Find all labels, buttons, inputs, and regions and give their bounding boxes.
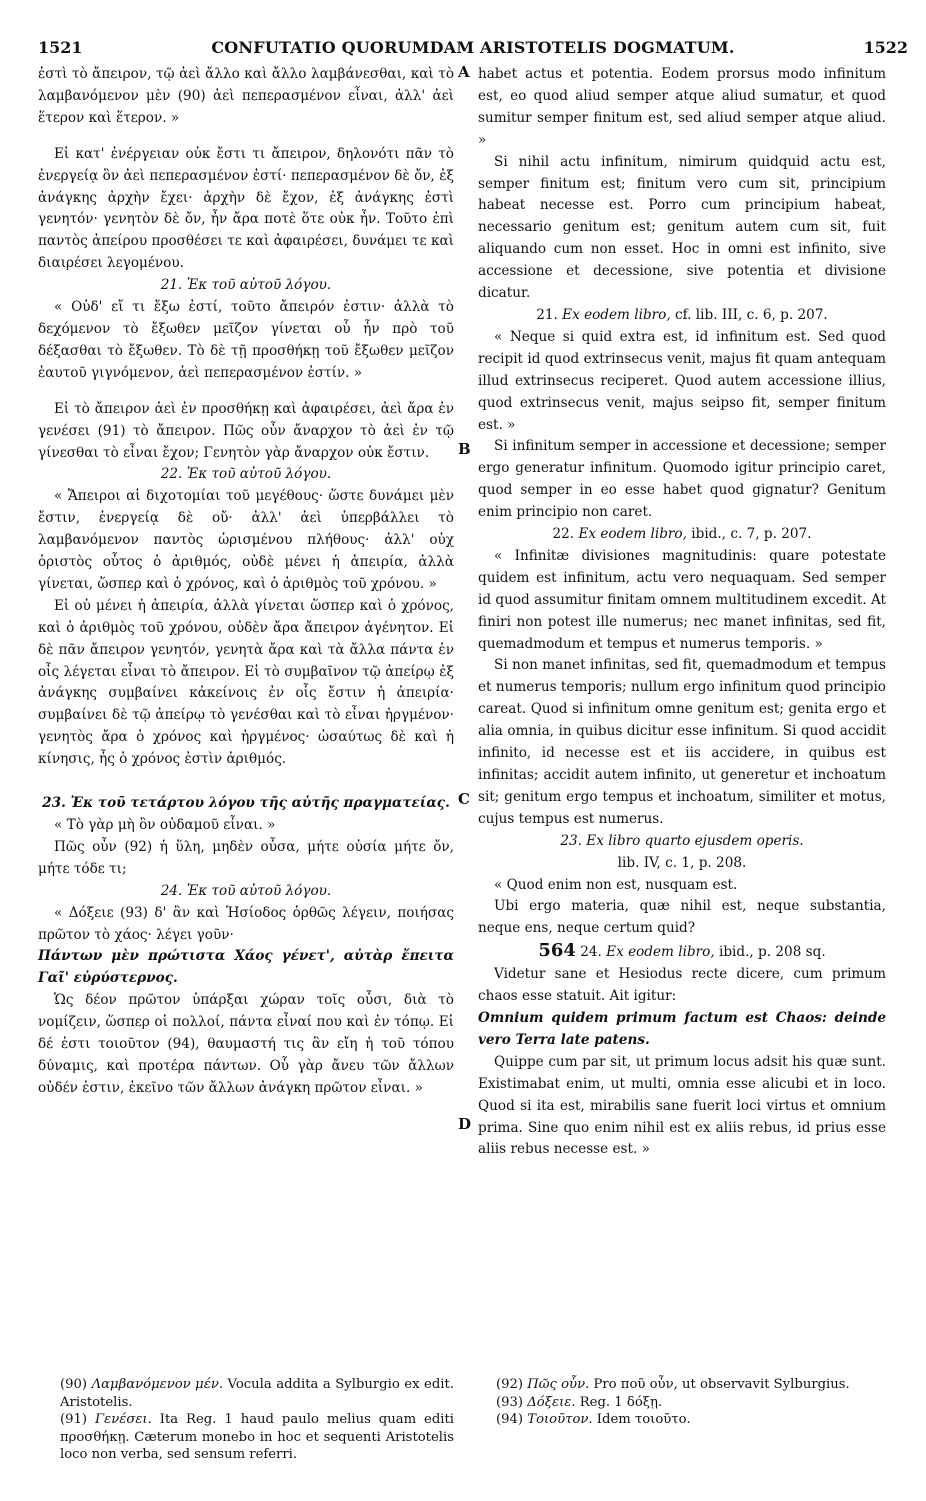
latin-paragraph: Quippe cum par sit, ut primum locus adsit his quæ sunt. Existimabat enim, ut multi, omnia esse alicubi et in loco. Quod si ita est, mirabilis sane fuerit loci virtus et omnium prima. Sine quo enim nihil est ex aliis rebus, id prius esse aliis rebus necesse est. »	[478, 1053, 886, 1158]
running-title: CONFUTATIO QUORUMDAM ARISTOTELIS DOGMATUM.	[211, 38, 735, 57]
greek-verse: Πάντων μὲν πρώτιστα Χάος γένετ', αὐτὰρ ἔπειτα Γαῖ' εὐρύστερνος.	[38, 948, 454, 987]
migne-column-number: 564	[538, 940, 576, 962]
latin-paragraph: habet actus et potentia. Eodem prorsus modo infinitum est, eo quod aliud semper atque aliud sumatur, et quod sumitur semper finitum est, sed aliud semper atque aliud. »	[478, 66, 886, 148]
latin-column	[478, 64, 886, 1161]
footnotes-left	[60, 1376, 454, 1464]
latin-paragraph: Si nihil actu infinitum, nimirum quidquid actu est, semper finitum est; finitum vero cum sit, principium habeat necesse est. Porro cum principium habeat, necessario genitum est; genitum autem cum sit, fuit aliquando cum non esset. Hoc in omni est infinito, sive accessione et decessione, sive potentia et divisione dicatur.	[478, 153, 886, 302]
page-header	[38, 38, 908, 62]
page-number-left: 1521	[38, 38, 83, 57]
latin-verse: Omnium quidem primum factum est Chaos: deinde vero Terra late patens.	[478, 1009, 886, 1048]
latin-section-heading-21: 21. Ex eodem libro, cf. lib. III, c. 6, p. 207.	[536, 306, 828, 323]
greek-section-heading-24: 24. Ἐκ τοῦ αὐτοῦ λόγου.	[160, 882, 332, 899]
footnote-93: (93) Δόξειε. Reg. 1 δόξῃ.	[496, 1394, 663, 1410]
latin-quote: Videtur sane et Hesiodus recte dicere, cum primum chaos esse statuit. Ait igitur:	[478, 966, 886, 1005]
margin-letter-d: D	[458, 1115, 472, 1133]
latin-section-heading-22: 22. Ex eodem libro, ibid., c. 7, p. 207.	[552, 526, 812, 543]
latin-quote: « Quod enim non est, nusquam est.	[494, 876, 738, 893]
footnotes-right	[496, 1376, 886, 1429]
footnote-92: (92) Πῶς οὖν. Pro ποῦ οὖν, ut observavit Sylburgius.	[496, 1377, 850, 1392]
greek-paragraph: ἐστὶ τὸ ἄπειρον, τῷ ἀεὶ ἄλλο καὶ ἄλλο λαμβάνεσθαι, καὶ τὸ λαμβανόμενον μὲν (90) ἀεὶ πεπερασμένον εἶναι, ἀλλ' ἀεὶ ἕτερον καὶ ἕτερον. »	[38, 66, 454, 126]
latin-quote: « Infinitæ divisiones magnitudinis: quare potestate quidem est infinitum, actu vero nequaquam. Sed semper id quod assumitur finitam omnem multitudinem excedit. At finiri non potest ille numerus; nec manet infinitas, sed fit, quemadmodum et tempus et numerus temporis. »	[478, 547, 886, 652]
footnote-94: (94) Τοιοῦτον. Idem τοιοῦτο.	[496, 1412, 691, 1427]
greek-quote: « Οὐδ' εἴ τι ἔξω ἐστί, τοῦτο ἄπειρόν ἐστιν· ἀλλὰ τὸ δεχόμενον τὸ ἔξωθεν μεῖζον γίνεται οὗ ἦν πρὸ τοῦ δέξασθαι τὸ ἔξωθεν. Τὸ δὲ τῇ προσθήκῃ τοῦ ἔξωθεν μεῖζον ἑαυτοῦ γιγνόμενον, ἀεὶ πεπερασμένον ἐστίν. »	[38, 299, 454, 381]
greek-paragraph: Εἰ τὸ ἄπειρον ἀεὶ ἐν προσθήκῃ καὶ ἀφαιρέσει, ἀεὶ ἄρα ἐν γενέσει (91) τὸ ἄπειρον. Πῶς οὖν ἄναρχον τὸ ἀεὶ ἐν τῷ γίνεσθαι τὸ εἶναι ἔχον; Γενητὸν γὰρ ἄναρχον οὐκ ἔστιν.	[38, 400, 454, 461]
margin-letter-c: C	[458, 790, 470, 808]
greek-section-heading-22: 22. Ἐκ τοῦ αὐτοῦ λόγου.	[160, 466, 332, 483]
greek-quote: « Ἄπειροι αἱ διχοτομίαι τοῦ μεγέθους· ὥστε δυνάμει μὲν ἔστιν, ἐνεργείᾳ δὲ οὔ· ἀλλ' ἀεὶ ὑπερβάλλει τὸ λαμβανόμενον παντὸς ὡρισμένου πλήθους· ἀλλ' οὐχ ὁριστὸς οὗτος ὁ ἀριθμός, οὐδὲ μένει ἡ ἀπειρία, ἀλλὰ γίνεται, ὥσπερ καὶ ὁ χρόνος, καὶ ὁ ἀριθμὸς τοῦ χρόνου. »	[38, 488, 454, 592]
latin-section-heading-24: 564 24. Ex eodem libro, ibid., p. 208 sq.	[538, 940, 826, 962]
page-number-right: 1522	[863, 38, 908, 57]
greek-column	[38, 64, 454, 1100]
latin-section-heading-23: 23. Ex libro quarto ejusdem operis.	[560, 832, 804, 849]
margin-letter-b: B	[458, 440, 471, 458]
greek-paragraph: Πῶς οὖν (92) ἡ ὕλη, μηδὲν οὖσα, μήτε οὐσία μήτε ὄν, μήτε τόδε τι;	[38, 838, 454, 877]
latin-paragraph: Si infinitum semper in accessione et decessione; semper ergo generatur infinitum. Quomodo igitur principio caret, quod semper in eo esse habet quod gignatur? Genitum enim principio non caret.	[478, 438, 886, 521]
latin-paragraph: Si non manet infinitas, sed fit, quemadmodum et tempus et numerus temporis; nullum ergo infinitum quod principio careat. Quod si infinitum omne genitum est; genita ergo et alia omnia, in quibus dicitur esse infinitum. Si quod accidit infinito, id necesse est et iis accidere, in quibus est infinitas; accidit autem infinito, ut generetur et inchoatum sit; genitum ergo tempus et inchoatum, similiter et motus, cujus tempus est numerus.	[478, 657, 886, 827]
footnote-91: (91) Γενέσει. Ita Reg. 1 haud paulo melius quam editi προσθήκῃ. Cæterum monebo in hoc et sequenti Aristotelis loco non verba, sed sensum referri.	[60, 1412, 454, 1462]
greek-paragraph: Εἰ οὐ μένει ἡ ἀπειρία, ἀλλὰ γίνεται ὥσπερ καὶ ὁ χρόνος, καὶ ὁ ἀριθμὸς τοῦ χρόνου, οὐδὲν ἄρα ἄπειρον ἀγένητον. Εἰ δὲ πᾶν ἄπειρον γενητόν, γενητὰ ἄρα καὶ τὰ ἄλλα πάντα ἐν οἷς λέγεται εἶναι τὸ ἄπειρον. Εἰ τὸ συμβαῖνον τῷ ἀπείρῳ ἐξ ἀνάγκης συμβαίνει κἀκείνοις ἐν οἷς ἔστιν ἡ ἀπειρία· συμβαίνει δὲ τῷ ἀπείρῳ τὸ γενέσθαι καὶ τὸ εἶναι ἠργμένον· γενητὸς ἄρα ὁ χρόνος καὶ ἠργμένος· ὡσαύτως δὲ καὶ ἡ κίνησις, ἧς ὁ χρόνος ἐστὶν ἀριθμός.	[38, 597, 454, 768]
greek-quote: « Δόξειε (93) δ' ἂν καὶ Ἡσίοδος ὀρθῶς λέγειν, ποιήσας πρῶτον τὸ χάος· λέγει γοῦν·	[38, 904, 454, 943]
greek-quote: « Τὸ γὰρ μὴ ὂν οὐδαμοῦ εἶναι. »	[54, 817, 276, 833]
greek-section-heading-23: 23. Ἐκ τοῦ τετάρτου λόγου τῆς αὐτῆς πραγματείας.	[42, 795, 450, 812]
latin-section-ref-23: lib. IV, c. 1, p. 208.	[617, 854, 747, 871]
latin-quote: « Neque si quid extra est, id infinitum est. Sed quod recipit id quod extrinsecus venit, majus fit quam antequam illud extrinsecus reciperet. Quod autem accessione illius, quod extrinsecus venit, majus seipso fit, semper finitum est. »	[478, 328, 886, 433]
latin-paragraph: Ubi ergo materia, quæ nihil est, neque substantia, neque ens, neque certum quid?	[478, 898, 886, 937]
greek-paragraph: Ὡς δέον πρῶτον ὑπάρξαι χώραν τοῖς οὖσι, διὰ τὸ νομίζειν, ὥσπερ οἱ πολλοί, πάντα εἶναί που καὶ ἐν τόπῳ. Εἰ δέ ἐστι τοιοῦτον (94), θαυμαστή τις ἂν εἴη ἡ τοῦ τόπου δύναμις, καὶ προτέρα πάντων. Οὗ γὰρ ἄνευ τῶν ἄλλων οὐδέν ἐστιν, ἐκεῖνο τῶν ἄλλων ἀνάγκη πρῶτον εἶναι. »	[38, 992, 454, 1096]
footnote-90: (90) Λαμβανόμενον μέν. Vocula addita a Sylburgio ex edit. Aristotelis.	[60, 1377, 454, 1410]
greek-section-heading-21: 21. Ἐκ τοῦ αὐτοῦ λόγου.	[160, 277, 332, 294]
margin-letter-a: A	[458, 63, 470, 81]
greek-paragraph: Εἰ κατ' ἐνέργειαν οὐκ ἔστι τι ἄπειρον, δηλονότι πᾶν τὸ ἐνεργείᾳ ὂν ἀεὶ πεπερασμένον ἐστί· πεπερασμένον δὲ ὄν, ἐξ ἀνάγκης ἀρχὴν ἔχει· ἀρχὴν δὲ ἔχον, ἐξ ἀνάγκης ἐστὶ γενητόν· γενητὸν δὲ ὄν, ἦν ἄρα ποτὲ ὅτε οὐκ ἦν. Τοῦτο ἐπὶ παντὸς ἀπείρου προσθέσει τε καὶ ἀφαιρέσει, δυνάμει τε καὶ διαιρέσει λεγομένου.	[38, 145, 454, 272]
